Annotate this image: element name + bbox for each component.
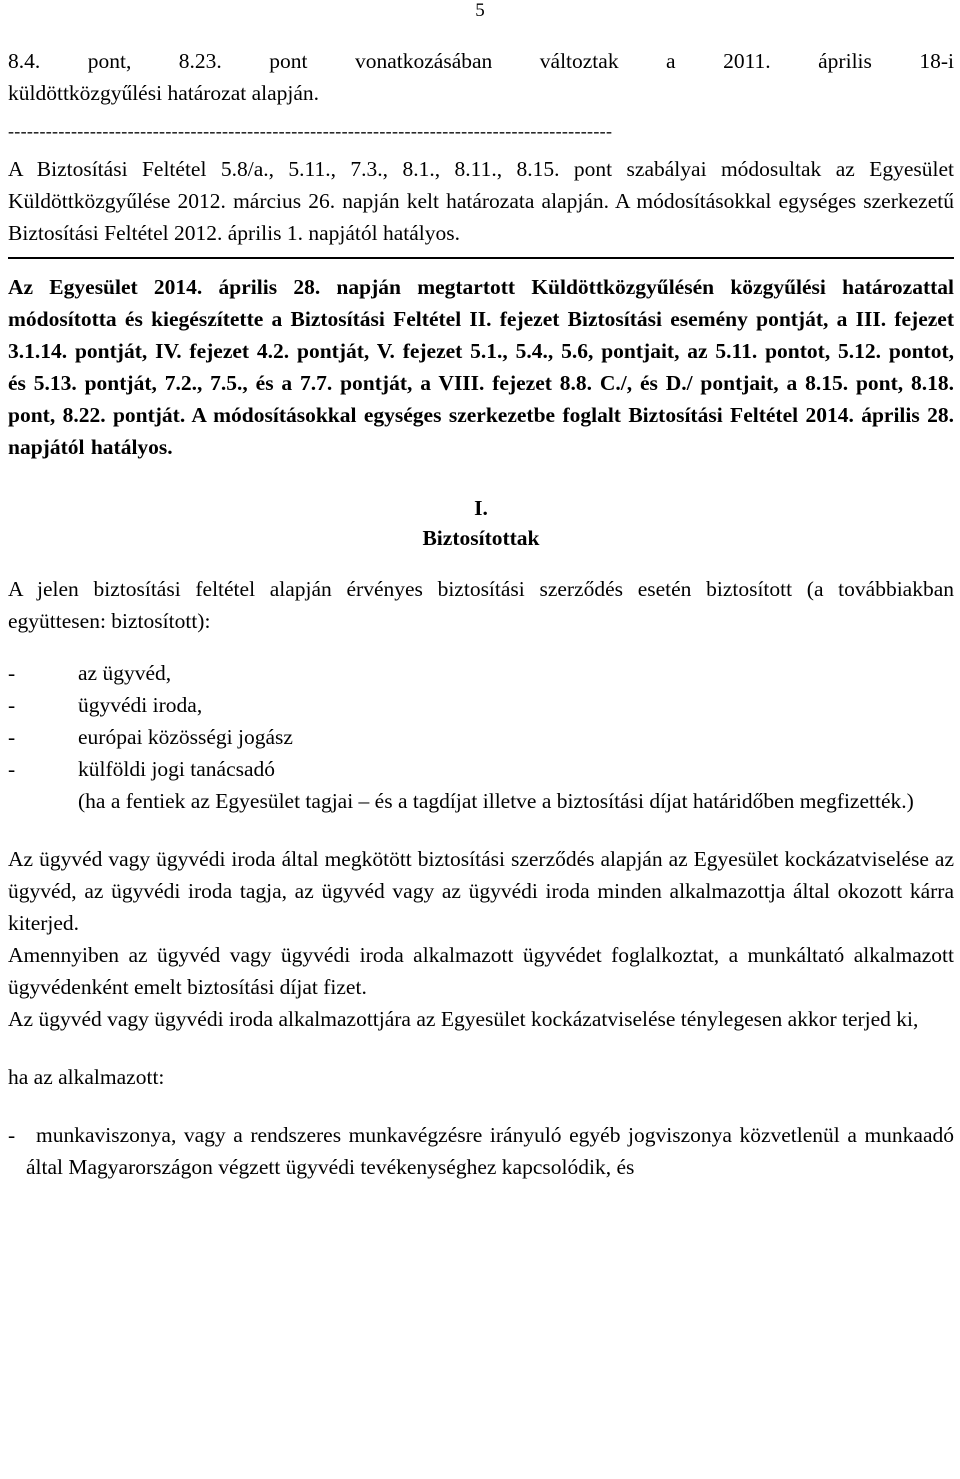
list-item-text: európai közösségi jogász — [78, 725, 293, 749]
amendment-2012-paragraph: A Biztosítási Feltétel 5.8/a., 5.11., 7.3., 8.1., 8.11., 8.15. pont szabályai módosultak az Egyesület Küldöttközgyűlése 2012. március 26. napján kelt határozata alapján. A módosításokkal egységes szerkezetű Biztosítási Feltétel 2012. április 1. napjától hatályos. — [8, 157, 954, 245]
section-heading — [8, 493, 954, 553]
dashed-separator: ------------------------------------------------------------------------------------------------ — [8, 121, 613, 141]
employee-condition-item — [8, 1119, 954, 1183]
list-item-text: külföldi jogi tanácsadó — [78, 757, 276, 781]
list-item — [8, 721, 954, 753]
list-item — [8, 753, 954, 785]
intro-line-2: küldöttközgyűlési határozat alapján. — [8, 81, 320, 105]
insured-intro-paragraph: A jelen biztosítási feltétel alapján érvényes biztosítási szerződés esetén biztosított (a továbbiakban együttesen: biztosított): — [8, 577, 954, 633]
horizontal-rule — [8, 257, 954, 259]
section-number: I. — [474, 496, 488, 520]
risk-coverage-paragraph: Az ügyvéd vagy ügyvédi iroda által megkötött biztosítási szerződés alapján az Egyesület kockázatviselése az ügyvéd, az ügyvédi iroda tagja, az ügyvéd vagy az ügyvédi iroda minden alkalmazottja által okozott kárra kiterjed. — [8, 847, 954, 935]
list-dash: - — [8, 661, 16, 685]
list-dash: - — [8, 1123, 16, 1147]
employee-condition-text: munkaviszonya, vagy a rendszeres munkavégzésre irányuló egyéb jogviszonya közvetlenül a munkaadó által Magyarországon végzett ügyvédi tevékenységhez kapcsolódik, és — [26, 1123, 954, 1179]
insured-list — [8, 657, 954, 785]
list-dash: - — [8, 725, 16, 749]
employer-fee-paragraph: Amennyiben az ügyvéd vagy ügyvédi iroda alkalmazott ügyvédet foglalkoztat, a munkáltató alkalmazott ügyvédenként emelt biztosítási díjat fizet. — [8, 943, 954, 999]
list-item-text: az ügyvéd, — [78, 661, 172, 685]
list-dash: - — [8, 757, 16, 781]
insured-list-note: (ha a fentiek az Egyesület tagjai – és a tagdíjat illetve a biztosítási díjat határidőben megfizették.) — [78, 789, 914, 813]
employee-coverage-paragraph: Az ügyvéd vagy ügyvédi iroda alkalmazottjára az Egyesület kockázatviselése ténylegesen akkor terjed ki, — [8, 1007, 919, 1031]
page-number: 5 — [475, 0, 485, 21]
section-title: Biztosítottak — [422, 526, 540, 550]
amendment-2014-paragraph: Az Egyesület 2014. április 28. napján megtartott Küldöttközgyűlésén közgyűlési határozattal módosította és kiegészítette a Biztosítási Feltétel II. fejezet Biztosítási esemény pontját, a III. fejezet 3.1.14. pontját, IV. fejezet 4.2. pontját, V. fejezet 5.1., 5.4., 5.6, pontjait, az 5.11. pontot, 5.12. pontot, és 5.13. pontját, 7.2., 7.5., és a 7.7. pontját, a VIII. fejezet 8.8. C./, és D./ pontjait, a 8.15. pont, 8.18. pont, 8.22. pontját. A módosításokkal egységes szerkezetbe foglalt Biztosítási Feltétel 2014. április 28. napjától hatályos. — [8, 275, 954, 459]
document-body — [8, 45, 954, 1183]
list-item-text: ügyvédi iroda, — [78, 693, 203, 717]
list-item — [8, 657, 954, 689]
list-dash: - — [8, 693, 16, 717]
if-employee-line: ha az alkalmazott: — [8, 1065, 165, 1089]
list-item — [8, 689, 954, 721]
intro-line-1: 8.4. pont, 8.23. pont vonatkozásában változtak a 2011. április 18-i — [8, 49, 954, 73]
